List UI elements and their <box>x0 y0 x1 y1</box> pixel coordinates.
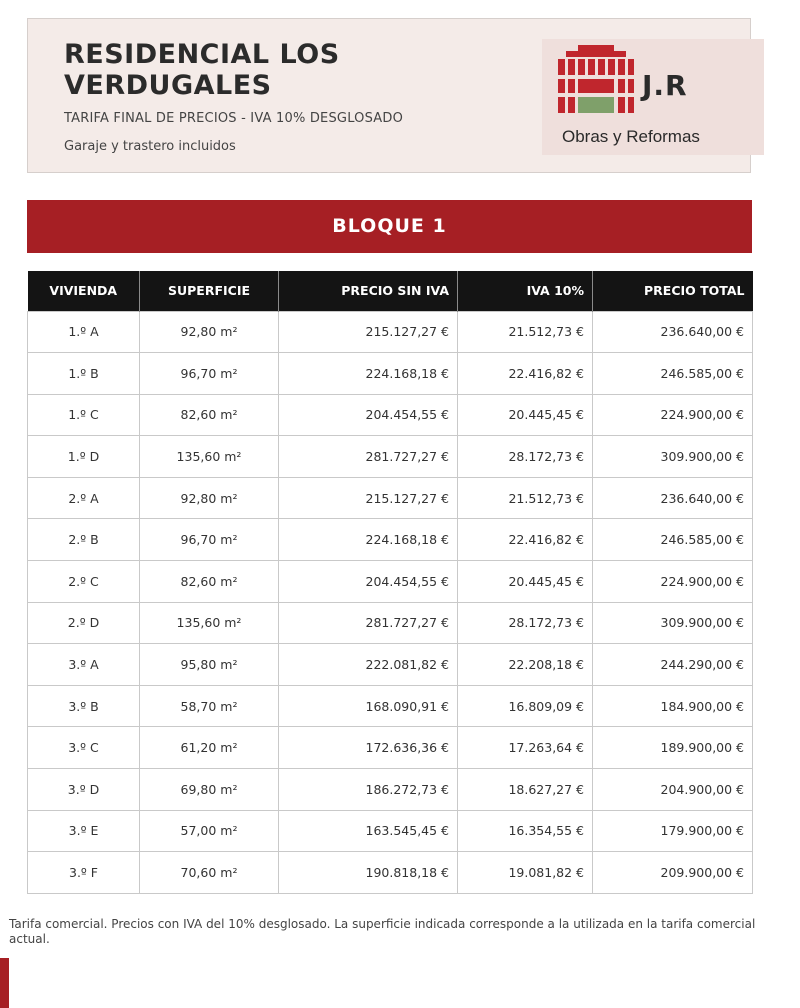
cell-superficie: 61,20 m² <box>140 727 279 769</box>
cell-precio-sin-iva: 168.090,91 € <box>279 685 458 727</box>
table-row <box>28 561 753 603</box>
table-row <box>28 353 753 395</box>
cell-precio-sin-iva: 222.081,82 € <box>279 644 458 686</box>
table-row <box>28 727 753 769</box>
logo-brand: J.R <box>642 69 688 102</box>
cell-vivienda: 2.º B <box>28 519 140 561</box>
cell-superficie: 58,70 m² <box>140 685 279 727</box>
cell-vivienda: 3.º A <box>28 644 140 686</box>
cell-iva: 16.354,55 € <box>458 810 593 852</box>
cell-vivienda: 2.º D <box>28 602 140 644</box>
cell-iva: 22.416,82 € <box>458 353 593 395</box>
corner-accent <box>0 958 9 1008</box>
cell-superficie: 57,00 m² <box>140 810 279 852</box>
cell-precio-total: 179.900,00 € <box>593 810 753 852</box>
building-icon <box>556 45 636 117</box>
table-row <box>28 477 753 519</box>
table-body <box>28 311 753 893</box>
cell-iva: 22.208,18 € <box>458 644 593 686</box>
cell-vivienda: 2.º A <box>28 477 140 519</box>
cell-iva: 21.512,73 € <box>458 477 593 519</box>
table-row <box>28 769 753 811</box>
cell-precio-total: 246.585,00 € <box>593 519 753 561</box>
cell-superficie: 92,80 m² <box>140 477 279 519</box>
cell-precio-total: 224.900,00 € <box>593 561 753 603</box>
cell-precio-sin-iva: 190.818,18 € <box>279 852 458 894</box>
company-logo <box>542 39 764 155</box>
column-header-precio-total: PRECIO TOTAL <box>593 271 753 311</box>
cell-iva: 17.263,64 € <box>458 727 593 769</box>
cell-precio-total: 189.900,00 € <box>593 727 753 769</box>
cell-precio-total: 309.900,00 € <box>593 602 753 644</box>
column-header-precio-sin-iva: PRECIO SIN IVA <box>279 271 458 311</box>
cell-precio-total: 204.900,00 € <box>593 769 753 811</box>
footnote: Tarifa comercial. Precios con IVA del 10% desglosado. La superficie indicada corresponde a la utilizada en la tarifa comercial actual. <box>9 917 756 946</box>
cell-precio-sin-iva: 224.168,18 € <box>279 353 458 395</box>
table-row <box>28 436 753 478</box>
table-row <box>28 519 753 561</box>
cell-superficie: 96,70 m² <box>140 519 279 561</box>
cell-precio-sin-iva: 215.127,27 € <box>279 311 458 353</box>
table-row <box>28 852 753 894</box>
page-title: RESIDENCIAL LOS VERDUGALES <box>64 39 340 101</box>
cell-precio-sin-iva: 204.454,55 € <box>279 394 458 436</box>
cell-iva: 20.445,45 € <box>458 561 593 603</box>
cell-precio-total: 184.900,00 € <box>593 685 753 727</box>
table-row <box>28 311 753 353</box>
cell-precio-total: 309.900,00 € <box>593 436 753 478</box>
cell-superficie: 70,60 m² <box>140 852 279 894</box>
cell-iva: 16.809,09 € <box>458 685 593 727</box>
cell-vivienda: 3.º D <box>28 769 140 811</box>
cell-precio-sin-iva: 281.727,27 € <box>279 602 458 644</box>
cell-precio-total: 246.585,00 € <box>593 353 753 395</box>
cell-precio-sin-iva: 163.545,45 € <box>279 810 458 852</box>
table-row <box>28 810 753 852</box>
cell-iva: 28.172,73 € <box>458 436 593 478</box>
cell-precio-sin-iva: 281.727,27 € <box>279 436 458 478</box>
column-header-vivienda: VIVIENDA <box>28 271 140 311</box>
cell-vivienda: 1.º C <box>28 394 140 436</box>
cell-vivienda: 3.º C <box>28 727 140 769</box>
cell-vivienda: 3.º B <box>28 685 140 727</box>
cell-vivienda: 1.º A <box>28 311 140 353</box>
cell-iva: 19.081,82 € <box>458 852 593 894</box>
cell-iva: 22.416,82 € <box>458 519 593 561</box>
table-row <box>28 394 753 436</box>
cell-precio-sin-iva: 186.272,73 € <box>279 769 458 811</box>
cell-vivienda: 1.º B <box>28 353 140 395</box>
cell-precio-total: 244.290,00 € <box>593 644 753 686</box>
cell-precio-total: 209.900,00 € <box>593 852 753 894</box>
cell-vivienda: 2.º C <box>28 561 140 603</box>
cell-superficie: 69,80 m² <box>140 769 279 811</box>
cell-precio-total: 224.900,00 € <box>593 394 753 436</box>
cell-iva: 18.627,27 € <box>458 769 593 811</box>
cell-precio-total: 236.640,00 € <box>593 477 753 519</box>
cell-iva: 28.172,73 € <box>458 602 593 644</box>
cell-precio-total: 236.640,00 € <box>593 311 753 353</box>
cell-precio-sin-iva: 224.168,18 € <box>279 519 458 561</box>
price-table <box>27 271 753 894</box>
logo-tagline: Obras y Reformas <box>562 127 700 146</box>
cell-superficie: 96,70 m² <box>140 353 279 395</box>
block-title: BLOQUE 1 <box>27 200 752 253</box>
cell-precio-sin-iva: 215.127,27 € <box>279 477 458 519</box>
cell-superficie: 82,60 m² <box>140 561 279 603</box>
cell-iva: 21.512,73 € <box>458 311 593 353</box>
cell-superficie: 95,80 m² <box>140 644 279 686</box>
cell-superficie: 135,60 m² <box>140 436 279 478</box>
cell-superficie: 82,60 m² <box>140 394 279 436</box>
column-header-superficie: SUPERFICIE <box>140 271 279 311</box>
table-row <box>28 685 753 727</box>
cell-precio-sin-iva: 204.454,55 € <box>279 561 458 603</box>
inclusion-note: Garaje y trastero incluidos <box>64 139 236 154</box>
table-header-row <box>28 271 753 311</box>
cell-vivienda: 3.º F <box>28 852 140 894</box>
cell-superficie: 92,80 m² <box>140 311 279 353</box>
cell-superficie: 135,60 m² <box>140 602 279 644</box>
column-header-iva: IVA 10% <box>458 271 593 311</box>
cell-vivienda: 1.º D <box>28 436 140 478</box>
header-card <box>27 18 751 173</box>
page-subtitle: TARIFA FINAL DE PRECIOS - IVA 10% DESGLOSADO <box>64 111 404 126</box>
cell-vivienda: 3.º E <box>28 810 140 852</box>
cell-precio-sin-iva: 172.636,36 € <box>279 727 458 769</box>
table-row <box>28 602 753 644</box>
cell-iva: 20.445,45 € <box>458 394 593 436</box>
table-row <box>28 644 753 686</box>
